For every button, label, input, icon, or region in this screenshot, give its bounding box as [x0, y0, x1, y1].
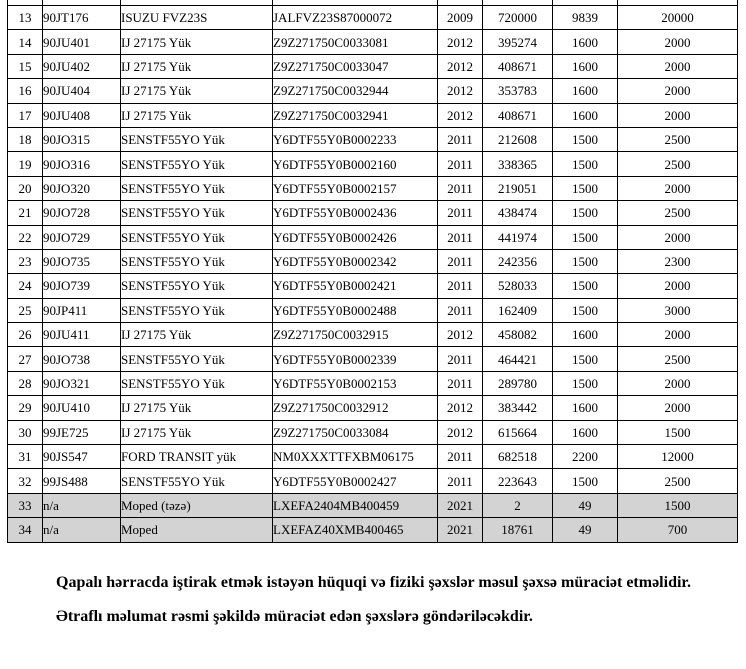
cell-engine: 49: [553, 493, 618, 517]
note-participation: Qapalı hərracda iştirak etmək istəyən hüquqi və fiziki şəxslər məsul şəxsə müraciət etməlidir.: [56, 574, 692, 591]
cell-no: 29: [8, 396, 43, 420]
cell-year: 2011: [438, 176, 483, 200]
cell-no: 25: [8, 298, 43, 322]
cell-price: 2500: [618, 127, 738, 151]
cell-price: 12000: [618, 445, 738, 469]
cell-no: 26: [8, 323, 43, 347]
cell-no: 16: [8, 79, 43, 103]
cell-vin: Z9Z271750C0032944: [273, 79, 438, 103]
cell-vin: Y6DTF55Y0B0002160: [273, 152, 438, 176]
cell-plate: 90JO738: [43, 347, 121, 371]
cell-model: SENSTF55YO Yük: [121, 249, 273, 273]
cell-plate: 90JO320: [43, 176, 121, 200]
cell-price: 2000: [618, 176, 738, 200]
cell-engine: 1500: [553, 469, 618, 493]
cell-price: 2000: [618, 54, 738, 78]
cell-plate: 90JU411: [43, 323, 121, 347]
cell-plate: 90JO729: [43, 225, 121, 249]
cell-engine: 1500: [553, 201, 618, 225]
cell-model: IJ 27175 Yük: [121, 79, 273, 103]
cell-plate: 90JU410: [43, 396, 121, 420]
cell-price: 2000: [618, 79, 738, 103]
vehicle-auction-table: [7, 0, 738, 543]
cell-vin: Z9Z271750C0033084: [273, 420, 438, 444]
cell-year: 2011: [438, 469, 483, 493]
cell-model: FORD TRANSIT yük: [121, 445, 273, 469]
cell-vin: Y6DTF55Y0B0002339: [273, 347, 438, 371]
table-row: [8, 176, 738, 200]
cell-plate: 90JU404: [43, 79, 121, 103]
cell-year: 2021: [438, 493, 483, 517]
cell-engine: 2200: [553, 445, 618, 469]
cell-vin: Y6DTF55Y0B0002488: [273, 298, 438, 322]
cell-plate: 90JT176: [43, 6, 121, 30]
cell-vin: JALFVZ23S87000072: [273, 6, 438, 30]
cell-model: IJ 27175 Yük: [121, 30, 273, 54]
cell-model: SENSTF55YO Yük: [121, 152, 273, 176]
cell-plate: 90JO739: [43, 274, 121, 298]
cell-year: 2009: [438, 6, 483, 30]
cell-no: 33: [8, 493, 43, 517]
cell-model: IJ 27175 Yük: [121, 420, 273, 444]
table-row: [8, 518, 738, 542]
cell-year: 2011: [438, 152, 483, 176]
table-row: [8, 298, 738, 322]
cell-no: 34: [8, 518, 43, 542]
cell-no: 19: [8, 152, 43, 176]
cell-plate: 90JO315: [43, 127, 121, 151]
cell-price: 2500: [618, 201, 738, 225]
cell-model: IJ 27175 Yük: [121, 54, 273, 78]
cell-model: SENSTF55YO Yük: [121, 225, 273, 249]
cell-engine: 1500: [553, 127, 618, 151]
cell-engine: 1600: [553, 396, 618, 420]
cell-vin: Y6DTF55Y0B0002157: [273, 176, 438, 200]
cell-odometer: 720000: [483, 6, 553, 30]
cell-year: 2011: [438, 274, 483, 298]
cell-odometer: 408671: [483, 54, 553, 78]
note-details: Ətraflı məlumat rəsmi şəkildə müraciət edən şəxslərə göndəriləcəkdir.: [56, 608, 533, 625]
cell-engine: 9839: [553, 6, 618, 30]
cell-engine: 1600: [553, 103, 618, 127]
table-row: [8, 396, 738, 420]
cell-no: 30: [8, 420, 43, 444]
cell-plate: 90JO735: [43, 249, 121, 273]
cell-engine: 1500: [553, 274, 618, 298]
cell-plate: n/a: [43, 518, 121, 542]
cell-engine: 1500: [553, 152, 618, 176]
cell-plate: 90JO316: [43, 152, 121, 176]
cell-odometer: 408671: [483, 103, 553, 127]
cell-year: 2012: [438, 79, 483, 103]
cell-plate: 90JO728: [43, 201, 121, 225]
table-row: [8, 249, 738, 273]
cell-engine: 1500: [553, 176, 618, 200]
table-row: [8, 6, 738, 30]
cell-no: 31: [8, 445, 43, 469]
cell-engine: 1500: [553, 225, 618, 249]
cell-odometer: 162409: [483, 298, 553, 322]
table-row: [8, 420, 738, 444]
table-row: [8, 30, 738, 54]
cell-no: 20: [8, 176, 43, 200]
cell-year: 2012: [438, 420, 483, 444]
cell-plate: 90JU408: [43, 103, 121, 127]
cell-vin: Y6DTF55Y0B0002421: [273, 274, 438, 298]
cell-no: 24: [8, 274, 43, 298]
cell-plate: 90JU402: [43, 54, 121, 78]
cell-vin: Y6DTF55Y0B0002153: [273, 371, 438, 395]
cell-year: 2012: [438, 323, 483, 347]
table-row: [8, 54, 738, 78]
cell-price: 2000: [618, 103, 738, 127]
cell-price: 2500: [618, 347, 738, 371]
cell-year: 2011: [438, 347, 483, 371]
cell-no: 17: [8, 103, 43, 127]
cell-model: IJ 27175 Yük: [121, 323, 273, 347]
cell-odometer: 223643: [483, 469, 553, 493]
cell-price: 2500: [618, 469, 738, 493]
cell-engine: 49: [553, 518, 618, 542]
cell-price: 20000: [618, 6, 738, 30]
cell-engine: 1600: [553, 30, 618, 54]
cell-year: 2011: [438, 371, 483, 395]
cell-year: 2011: [438, 225, 483, 249]
cell-vin: Y6DTF55Y0B0002427: [273, 469, 438, 493]
cell-model: SENSTF55YO Yük: [121, 201, 273, 225]
cell-model: SENSTF55YO Yük: [121, 469, 273, 493]
footer-notes: [56, 572, 732, 640]
cell-price: 2000: [618, 371, 738, 395]
cell-plate: 90JO321: [43, 371, 121, 395]
cell-model: Moped: [121, 518, 273, 542]
cell-year: 2011: [438, 445, 483, 469]
cell-model: ISUZU FVZ23S: [121, 6, 273, 30]
cell-engine: 1500: [553, 347, 618, 371]
cell-price: 1500: [618, 493, 738, 517]
cell-no: 28: [8, 371, 43, 395]
cell-vin: Y6DTF55Y0B0002342: [273, 249, 438, 273]
cell-price: 2300: [618, 249, 738, 273]
cell-year: 2012: [438, 103, 483, 127]
cell-plate: 90JP411: [43, 298, 121, 322]
table-row: [8, 323, 738, 347]
table-row: [8, 103, 738, 127]
cell-model: SENSTF55YO Yük: [121, 298, 273, 322]
cell-odometer: 383442: [483, 396, 553, 420]
table-row: [8, 445, 738, 469]
cell-price: 3000: [618, 298, 738, 322]
cell-vin: Z9Z271750C0033081: [273, 30, 438, 54]
table-row: [8, 127, 738, 151]
cell-price: 2000: [618, 396, 738, 420]
cell-odometer: 458082: [483, 323, 553, 347]
cell-year: 2011: [438, 201, 483, 225]
cell-odometer: 615664: [483, 420, 553, 444]
cell-vin: Y6DTF55Y0B0002426: [273, 225, 438, 249]
cell-plate: 99JS488: [43, 469, 121, 493]
cell-odometer: 353783: [483, 79, 553, 103]
table-row: [8, 79, 738, 103]
cell-price: 2000: [618, 274, 738, 298]
cell-model: SENSTF55YO Yük: [121, 127, 273, 151]
cell-vin: NM0XXXTTFXBM06175: [273, 445, 438, 469]
cell-engine: 1600: [553, 420, 618, 444]
cell-vin: LXEFA2404MB400459: [273, 493, 438, 517]
cell-no: 21: [8, 201, 43, 225]
cell-odometer: 395274: [483, 30, 553, 54]
cell-year: 2011: [438, 249, 483, 273]
cell-plate: 99JE725: [43, 420, 121, 444]
cell-engine: 1600: [553, 79, 618, 103]
cell-engine: 1500: [553, 371, 618, 395]
cell-no: 14: [8, 30, 43, 54]
cell-year: 2012: [438, 396, 483, 420]
cell-no: 15: [8, 54, 43, 78]
cell-odometer: 682518: [483, 445, 553, 469]
cell-model: IJ 27175 Yük: [121, 103, 273, 127]
cell-model: SENSTF55YO Yük: [121, 274, 273, 298]
cell-odometer: 438474: [483, 201, 553, 225]
cell-odometer: 528033: [483, 274, 553, 298]
cell-engine: 1500: [553, 249, 618, 273]
cell-odometer: 242356: [483, 249, 553, 273]
cell-vin: Z9Z271750C0032941: [273, 103, 438, 127]
cell-odometer: 338365: [483, 152, 553, 176]
cell-no: 22: [8, 225, 43, 249]
cell-no: 18: [8, 127, 43, 151]
cell-model: Moped (təzə): [121, 493, 273, 517]
cell-no: 27: [8, 347, 43, 371]
cell-odometer: 441974: [483, 225, 553, 249]
cell-no: 23: [8, 249, 43, 273]
cell-engine: 1500: [553, 298, 618, 322]
cell-price: 1500: [618, 420, 738, 444]
cell-price: 2000: [618, 323, 738, 347]
cell-price: 2000: [618, 30, 738, 54]
cell-odometer: 219051: [483, 176, 553, 200]
cell-model: SENSTF55YO Yük: [121, 347, 273, 371]
cell-odometer: 212608: [483, 127, 553, 151]
table-row: [8, 493, 738, 517]
cell-vin: Z9Z271750C0032912: [273, 396, 438, 420]
cell-price: 2500: [618, 152, 738, 176]
cell-vin: Y6DTF55Y0B0002436: [273, 201, 438, 225]
cell-plate: 90JU401: [43, 30, 121, 54]
cell-price: 700: [618, 518, 738, 542]
cell-vin: Y6DTF55Y0B0002233: [273, 127, 438, 151]
cell-engine: 1600: [553, 54, 618, 78]
cell-model: SENSTF55YO Yük: [121, 371, 273, 395]
cell-odometer: 289780: [483, 371, 553, 395]
cell-odometer: 18761: [483, 518, 553, 542]
table-row: [8, 274, 738, 298]
cell-year: 2011: [438, 127, 483, 151]
cell-vin: LXEFAZ40XMB400465: [273, 518, 438, 542]
cell-plate: n/a: [43, 493, 121, 517]
cell-year: 2021: [438, 518, 483, 542]
cell-year: 2012: [438, 54, 483, 78]
table-row: [8, 347, 738, 371]
cell-model: IJ 27175 Yük: [121, 396, 273, 420]
cell-plate: 90JS547: [43, 445, 121, 469]
cell-price: 2000: [618, 225, 738, 249]
cell-no: 13: [8, 6, 43, 30]
cell-no: 32: [8, 469, 43, 493]
table-row: [8, 225, 738, 249]
cell-odometer: 464421: [483, 347, 553, 371]
table-row: [8, 371, 738, 395]
cell-year: 2012: [438, 30, 483, 54]
cell-year: 2011: [438, 298, 483, 322]
table-row: [8, 469, 738, 493]
table-row: [8, 152, 738, 176]
cell-model: SENSTF55YO Yük: [121, 176, 273, 200]
cell-vin: Z9Z271750C0033047: [273, 54, 438, 78]
table-row: [8, 201, 738, 225]
cell-engine: 1600: [553, 323, 618, 347]
cell-odometer: 2: [483, 493, 553, 517]
cell-vin: Z9Z271750C0032915: [273, 323, 438, 347]
